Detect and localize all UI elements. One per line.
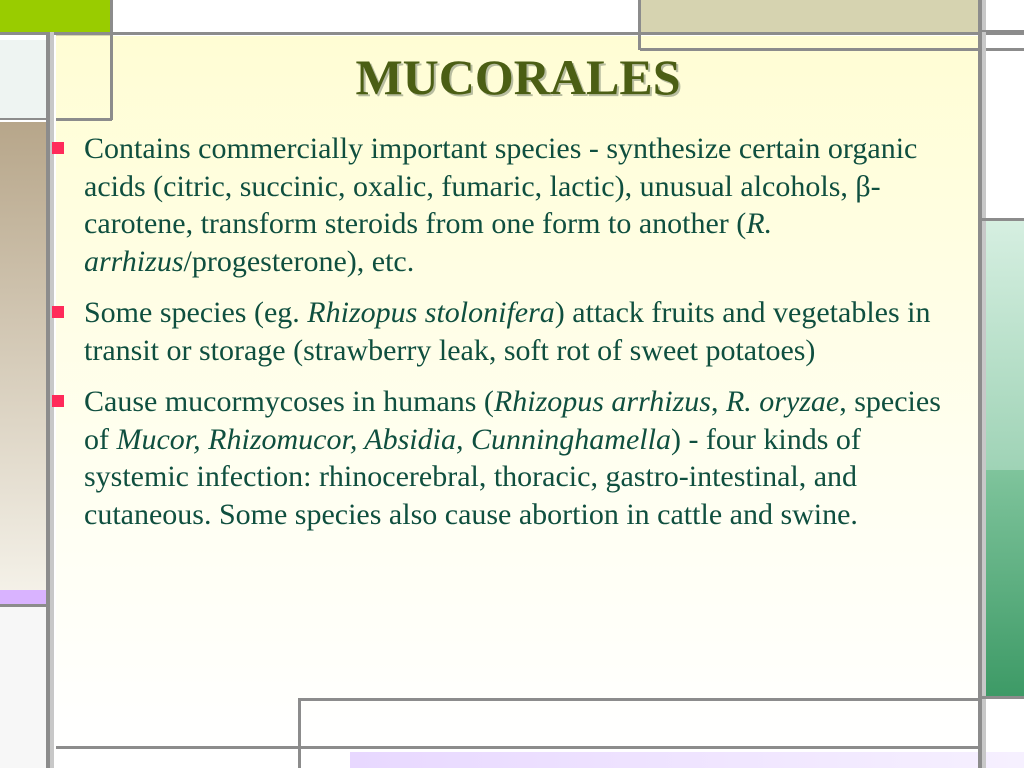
text-run: ) attack fruits and vegetables in transit or storage (strawberry leak, soft rot of sweet potatoes): [84, 296, 931, 367]
grid-line: [56, 118, 112, 121]
top-right-khaki-block: [640, 0, 980, 34]
italic-text-run: Rhizopus stolonifera: [307, 296, 555, 329]
right-teal-block: [986, 470, 1024, 696]
grid-line: [638, 0, 641, 50]
bullet-square-icon: [52, 306, 64, 318]
grid-line: [0, 604, 50, 607]
grid-line: [110, 0, 113, 36]
italic-text-run: Mucor, Rhizomucor, Absidia, Cunninghamella: [116, 422, 671, 456]
text-run: Some species (eg.: [84, 296, 308, 329]
grid-line: [982, 0, 986, 768]
grid-line: [982, 696, 1024, 699]
bullet-square-icon: [52, 142, 64, 154]
grid-line: [56, 746, 982, 749]
bullet-item: [48, 294, 974, 369]
bullet-text: [84, 385, 941, 531]
grid-line: [982, 218, 1024, 221]
top-left-green-block: [0, 0, 110, 32]
italic-text-run: R. arrhizus: [84, 207, 773, 278]
text-run: /progesterone), etc.: [183, 244, 415, 278]
grid-line: [982, 30, 1024, 32]
text-run: Contains commercially important species - synthesize certain organic acids (citric, succinic, oxalic, fumaric, lactic), unusual alcohols, β-carotene, transform steroids from one form to another (: [84, 132, 918, 240]
grid-line: [298, 698, 301, 768]
bullet-item: [48, 383, 964, 533]
slide-title: MUCORALES: [355, 49, 681, 105]
grid-line: [0, 118, 50, 120]
left-light-teal-strip: [0, 40, 46, 120]
bullet-item: [48, 130, 954, 280]
bullet-square-icon: [52, 395, 64, 407]
text-run: Cause mucormycoses in humans (: [84, 385, 494, 418]
bullet-list: [48, 130, 948, 547]
right-pale-green-block: [986, 220, 1024, 470]
grid-line: [298, 698, 982, 701]
bullet-text: [84, 296, 931, 367]
left-lavender-strip: [0, 590, 46, 604]
text-run: , species of: [84, 385, 941, 456]
left-bottom-white-block: [0, 606, 46, 768]
text-run: ,: [710, 385, 726, 418]
bullet-text: [84, 132, 917, 278]
left-tan-block: [0, 122, 46, 592]
grid-line: [0, 32, 1024, 35]
italic-text-run: R. oryzae: [725, 385, 840, 418]
bottom-lavender-strip: [350, 752, 1024, 768]
text-run: ) - four kinds of systemic infection: rhinocerebral, thoracic, gastro-intestinal, and cutaneous. Some species also cause abortion in cattle and swine.: [84, 422, 861, 531]
italic-text-run: Rhizopus arrhizus: [493, 385, 711, 418]
